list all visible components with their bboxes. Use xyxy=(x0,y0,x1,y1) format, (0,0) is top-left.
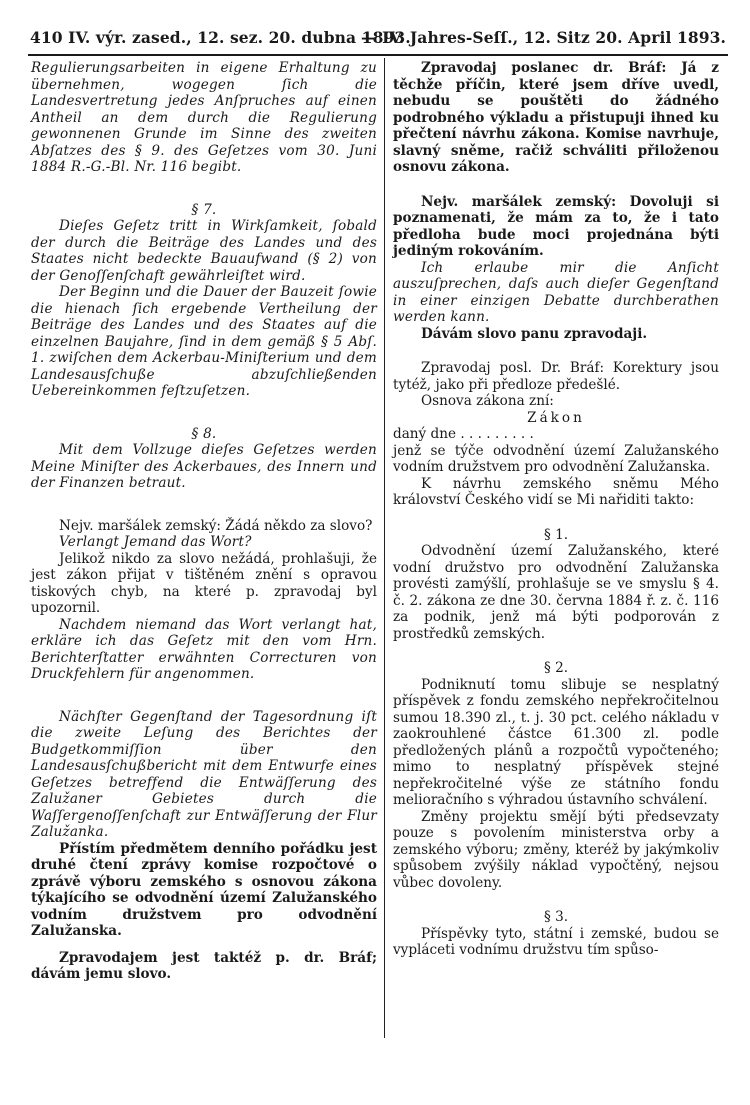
spacer xyxy=(393,342,719,360)
header-left: 410 IV. výr. zased., 12. sez. 20. dubna 1893. xyxy=(30,28,411,47)
spacer xyxy=(393,642,719,660)
paragraph: Nächſter Gegenſtand der Tagesordnung iſt die zweite Leſung des Berichtes der Budgetkommiſſion über den Landesausſchußbericht mit dem Entwurfe eines Geſetzes betreffend die Entwäſſerung des Zalužaner Gebietes durch die Waſſergenoſſenſchaft zur Entwäſſerung der Flur Zalužanka. xyxy=(31,708,377,840)
paragraph: Jelikož nikdo za slovo nežádá, prohlašuji, že jest zákon přijat v tištěném znění s opravou tiskových chyb, na které p. zpravodaj byl upozornil. xyxy=(31,550,377,616)
paragraph: Dieſes Geſetz tritt in Wirkſamkeit, ſobald der durch die Beiträge des Landes und des Staates nicht bedeckte Bauaufwand (§ 2) von der Genoſſenſchaft gewährleiſtet wird. xyxy=(31,218,377,284)
page-header xyxy=(28,20,728,56)
spacer xyxy=(393,176,719,194)
paragraph: Ich erlaube mir die Anſicht auszuſprechen, daſs auch dieſer Gegenſtand in einer einzigen Debatte durchberathen werden kann. xyxy=(393,259,719,325)
paragraph: K návrhu zemského sněmu Mého království Českého vidí se Mi nařiditi takto: xyxy=(393,475,719,508)
paragraph: Přístím předmětem denního pořádku jest druhé čtení zprávy komise rozpočtové o zprávě výboru zemského s osnovou zákona týkajícího se odvodnění území Zalužanského vodním družstvem pro odvodnění Zalužanska. xyxy=(31,840,377,939)
paragraph: jenž se týče odvodnění území Zalužanského vodním družstvem pro odvodnění Zalužanska. xyxy=(393,442,719,475)
spacer xyxy=(31,176,377,202)
spacer xyxy=(31,683,377,709)
right-column xyxy=(393,60,719,959)
paragraph: Nachdem niemand das Wort verlangt hat, erkläre ich das Geſetz mit den vom Hrn. Berichterſtatter erwähnten Correcturen von Druckfehlern für angenommen. xyxy=(31,616,377,682)
paragraph: Der Beginn und die Dauer der Bauzeit ſowie die hienach ſich ergebende Vertheilung der Beiträge des Landes und des Staates auf die einzelnen Baujahre, ſind in dem gemäß § 5 Abſ. 1. zwiſchen dem Ackerbau-Miniſterium und dem Landesausſchuße abzuſchließenden Uebereinkommen feſtzuſetzen. xyxy=(31,284,377,399)
spacer xyxy=(31,400,377,426)
left-column xyxy=(31,60,377,983)
section-heading: § 3. xyxy=(543,909,569,925)
paragraph: Zpravodaj posl. Dr. Bráf: Korektury jsou tytéž, jako při předloze předešlé. xyxy=(393,360,719,393)
paragraph: Podniknutí tomu slibuje se nesplatný příspěvek z fondu zemského nepřekročitelnou sumou 18.390 zl., t. j. 30 pct. celého nákladu v zaokrouhlené částce 61.300 zl. podle předložených plánů a rozpočtů vypočteného; mimo to nesplatný příspěvek stejné nepřekročitelné výše ze státního fondu melioračního s výhradou ústavního schválení. xyxy=(393,676,719,808)
section-heading: § 2. xyxy=(543,660,569,676)
paragraph: Odvodnění území Zalužanského, které vodní družstvo pro odvodnění Zalužanska provésti zamýšlí, prohlašuje se ve smyslu § 4. č. 2. zákona ze dne 30. června 1884 ř. z. č. 116 za podnik, jenž má býti podporován z prostředků zemských. xyxy=(393,543,719,642)
paragraph: Regulierungsarbeiten in eigene Erhaltung zu übernehmen, wogegen ſich die Landesvertretung jedes Anſpruches auf einen Antheil an dem durch die Regulierung gewonnenen Grunde im Sinne des zweiten Abſatzes des § 9. des Geſetzes vom 30. Juni 1884 R.-G.-Bl. Nr. 116 begibt. xyxy=(31,60,377,175)
paragraph: Zpravodajem jest taktéž p. dr. Bráf; dávám jemu slovo. xyxy=(31,949,377,982)
spacer xyxy=(31,492,377,518)
paragraph: Dávám slovo panu zpravodaji. xyxy=(421,325,648,342)
paragraph: Zpravodaj poslanec dr. Bráf: Já z těchže příčin, které jsem dříve uvedl, nebudu se pouštěti do žádného podrobného výkladu a přistupuji ihned ku přečtení návrhu zákona. Komise navrhuje, slavný sněme, račiž schváliti přiloženou osnovu zákona. xyxy=(393,60,719,175)
paragraph: Nejv. maršálek zemský: Dovoluji si poznamenati, že mám za to, že i tato předloha bude moci projednána býti jediným rokováním. xyxy=(393,193,719,259)
section-heading: § 7. xyxy=(191,201,217,218)
paragraph: Nejv. maršálek zemský: Žádá někdo za slovo? xyxy=(59,517,373,534)
spacer xyxy=(31,940,377,950)
paragraph: Změny projektu smějí býti předsevzaty pouze s povolením ministerstva orby a zemského výboru; změny, kteréž by jakýmkoliv spůsobem zvýšily náklad vypočtěný, nejsou vůbec dovoleny. xyxy=(393,808,719,891)
section-heading: § 8. xyxy=(191,425,217,442)
spacer xyxy=(393,891,719,909)
column-divider xyxy=(384,58,385,1038)
spacer xyxy=(393,509,719,527)
paragraph: Verlangt Jemand das Wort? xyxy=(59,534,252,550)
paragraph: daný dne . . . . . . . . . xyxy=(393,426,534,442)
paragraph: Osnova zákona zní: xyxy=(421,393,554,409)
paragraph: Mit dem Vollzuge dieſes Geſetzes werden Meine Miniſter des Ackerbaues, des Innern und der Finanzen betraut. xyxy=(31,442,377,491)
section-heading: Zákon xyxy=(527,409,585,426)
paragraph: Příspěvky tyto, státní i zemské, budou se vypláceti vodnímu družstvu tím spůso- xyxy=(393,925,719,958)
section-heading: § 1. xyxy=(543,526,569,543)
header-right: — IV. Jahres-Seſſ., 12. Sitz 20. April 1893. xyxy=(361,28,726,47)
